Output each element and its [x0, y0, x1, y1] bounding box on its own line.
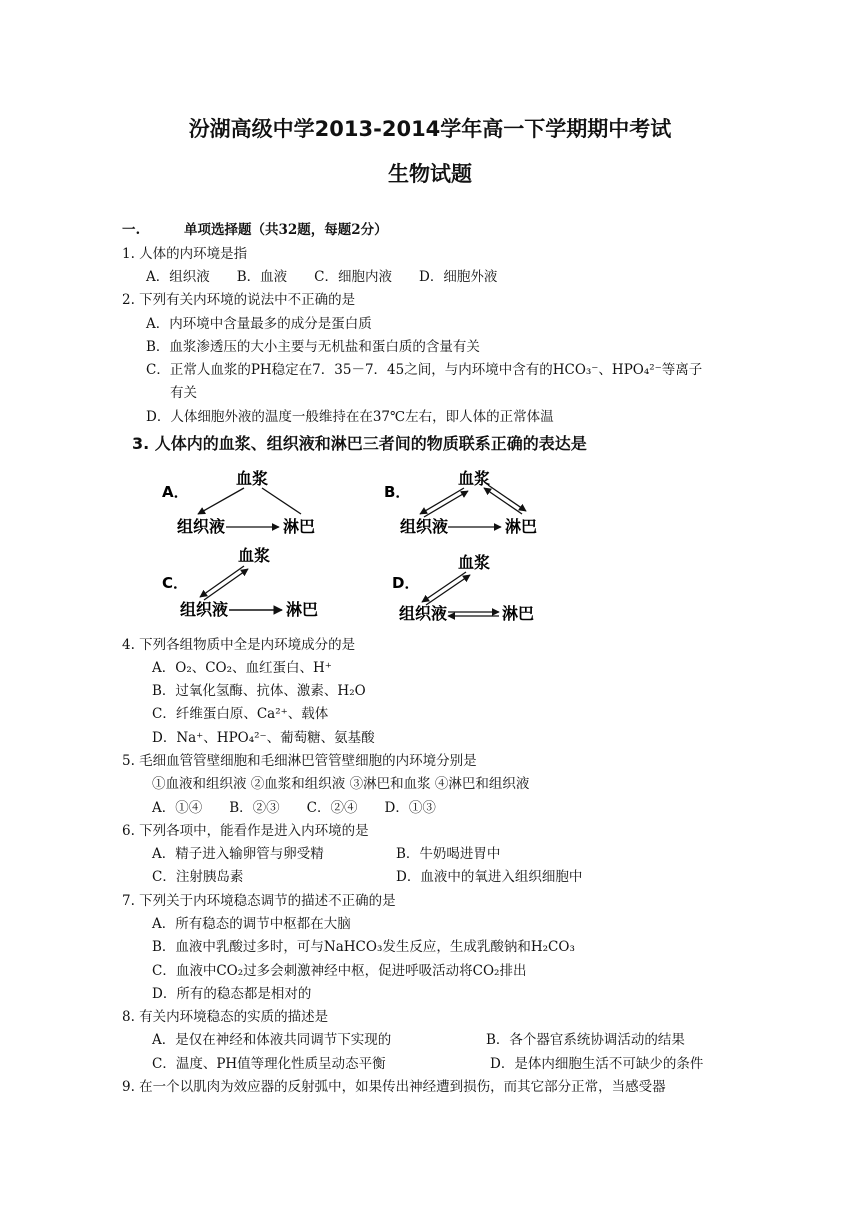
q2-option-c: C．正常人血浆的PH稳定在7．35－7．45之间，与内环境中含有的HCO₃⁻、HPO₄²⁻等离子 [146, 362, 703, 378]
section-number: 一. [122, 222, 141, 238]
diagram-d-left-node: 组织液 [399, 604, 448, 623]
diagram-c-label: C． [162, 574, 189, 592]
section-heading: 单项选择题（共32题，每题2分） [184, 222, 388, 238]
q5-stem: 5. 毛细血管管壁细胞和毛细淋巴管管壁细胞的内环境分别是 [122, 753, 477, 769]
diagram-d-label: D． [392, 574, 420, 592]
q2-option-a: A．内环境中含量最多的成分是蛋白质 [146, 316, 372, 332]
q8-option-d: D．是体内细胞生活不可缺少的条件 [490, 1056, 704, 1072]
q7-option-b: B．血液中乳酸过多时，可与NaHCO₃发生反应，生成乳酸钠和H₂CO₃ [152, 939, 575, 955]
q2-stem: 2. 下列有关内环境的说法中不正确的是 [122, 292, 356, 308]
q3-stem: 3. 人体内的血浆、组织液和淋巴三者间的物质联系正确的表达是 [132, 434, 587, 453]
q6-option-a: A．精子进入输卵管与卵受精 [152, 846, 324, 862]
diagram-d [392, 553, 534, 623]
q4-option-c: C．纤维蛋白原、Ca²⁺、载体 [152, 706, 329, 722]
q1-stem: 1. 人体的内环境是指 [122, 246, 248, 262]
diagram-a-label: A． [162, 483, 189, 501]
exam-subtitle: 生物试题 [388, 162, 472, 186]
diagram-c [162, 546, 318, 619]
diagram-a-top-node: 血浆 [236, 469, 269, 488]
q8-option-a: A．是仅在神经和体液共同调节下实现的 [152, 1032, 392, 1048]
q7-option-a: A．所有稳态的调节中枢都在大脑 [152, 916, 351, 932]
q5-items: ①血液和组织液 ②血浆和组织液 ③淋巴和血浆 ④淋巴和组织液 [152, 776, 530, 792]
q8-option-c: C．温度、PH值等理化性质呈动态平衡 [152, 1056, 386, 1072]
q6-option-b: B．牛奶喝进胃中 [396, 846, 501, 862]
q1-options: A．组织液 B．血液 C．细胞内液 D．细胞外液 [146, 269, 498, 285]
q8-option-b: B．各个器官系统协调活动的结果 [486, 1032, 685, 1048]
q2-option-d: D．人体细胞外液的温度一般维持在在37℃左右，即人体的正常体温 [146, 409, 554, 425]
diagram-c-right-node: 淋巴 [286, 600, 319, 619]
q6-stem: 6. 下列各项中，能看作是进入内环境的是 [122, 823, 369, 839]
q7-option-d: D．所有的稳态都是相对的 [152, 986, 312, 1002]
q6-option-c: C．注射胰岛素 [152, 869, 244, 885]
q7-stem: 7. 下列关于内环境稳态调节的描述不正确的是 [122, 893, 396, 909]
diagram-b-left-node: 组织液 [400, 517, 449, 536]
diagram-b [384, 469, 537, 536]
diagram-b-label: B． [384, 483, 411, 501]
exam-title: 汾湖高级中学2013-2014学年高一下学期期中考试 [188, 117, 672, 141]
q2-option-b: B．血浆渗透压的大小主要与无机盐和蛋白质的含量有关 [146, 339, 480, 355]
diagram-a-left-node: 组织液 [177, 517, 226, 536]
q4-option-a: A．O₂、CO₂、血红蛋白、H⁺ [152, 660, 332, 676]
q5-options: A．①④ B．②③ C．②④ D．①③ [152, 800, 436, 816]
diagram-b-right-node: 淋巴 [505, 517, 538, 536]
diagram-c-left-node: 组织液 [180, 600, 229, 619]
q6-option-d: D．血液中的氧进入组织细胞中 [396, 869, 583, 885]
diagram-c-top-node: 血浆 [238, 546, 271, 565]
q8-stem: 8. 有关内环境稳态的实质的描述是 [122, 1009, 329, 1025]
q4-stem: 4. 下列各组物质中全是内环境成分的是 [122, 637, 356, 653]
diagram-b-top-node: 血浆 [458, 469, 491, 488]
diagram-a-right-node: 淋巴 [283, 517, 316, 536]
diagram-d-right-node: 淋巴 [502, 604, 535, 623]
diagram-a [162, 469, 315, 536]
q2-option-c-cont: 有关 [170, 385, 197, 401]
q4-option-d: D．Na⁺、HPO₄²⁻、葡萄糖、氨基酸 [152, 730, 375, 746]
q4-option-b: B．过氧化氢酶、抗体、激素、H₂O [152, 683, 366, 699]
q9-stem: 9. 在一个以肌肉为效应器的反射弧中，如果传出神经遭到损伤，而其它部分正常，当感受器 [122, 1079, 666, 1095]
diagram-d-top-node: 血浆 [458, 553, 491, 572]
q7-option-c: C．血液中CO₂过多会刺激神经中枢，促进呼吸活动将CO₂排出 [152, 963, 527, 979]
